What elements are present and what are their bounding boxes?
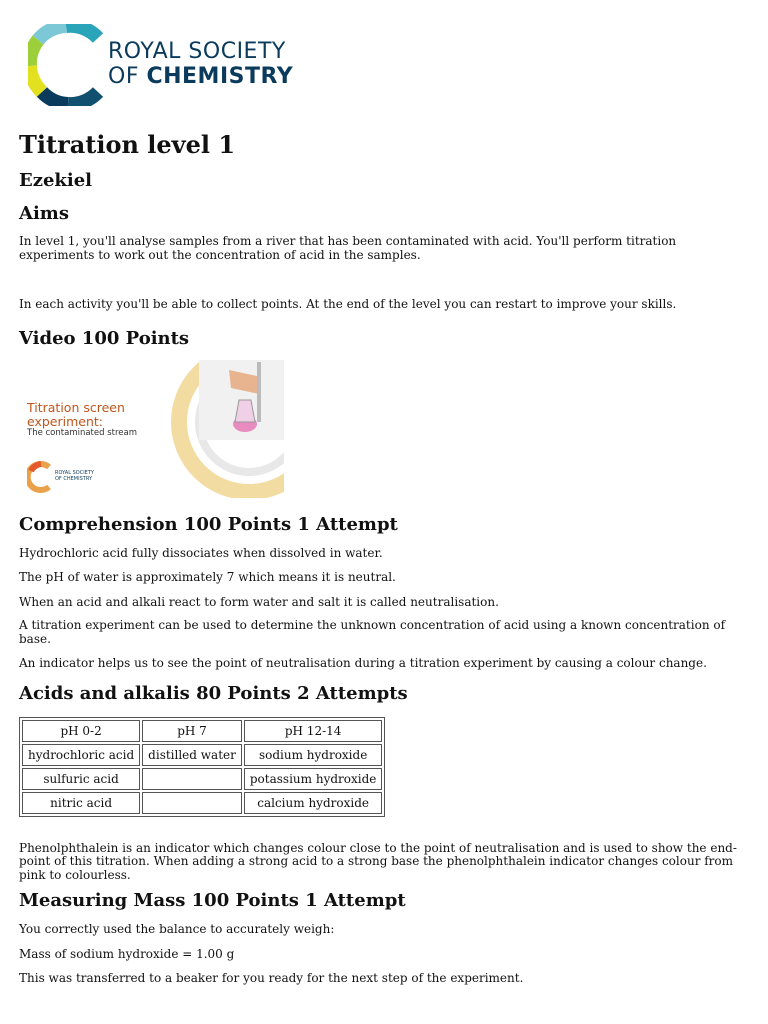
document-body	[19, 128, 749, 986]
logo-line2: OF CHEMISTRY	[108, 64, 294, 89]
aims-paragraph-2: In each activity you'll be able to collect points. At the end of the level you can restart to improve your skills.	[19, 297, 677, 311]
comprehension-statement: Hydrochloric acid fully dissociates when dissolved in water.	[19, 545, 383, 560]
student-name: Ezekiel	[19, 170, 92, 191]
table-header-row	[22, 720, 382, 742]
mass-heading: Measuring Mass 100 Points 1 Attempt	[19, 890, 406, 911]
table-cell: sodium hydroxide	[244, 744, 383, 766]
comprehension-statement: The pH of water is approximately 7 which means it is neutral.	[19, 570, 396, 584]
ph-classification-table	[19, 717, 385, 817]
table-cell	[142, 768, 242, 790]
table-row	[22, 792, 382, 814]
aims-paragraph-1: In level 1, you'll analyse samples from a river that has been contaminated with acid. You'll perform titration experiments to work out the concentration of acid in the samples.	[19, 234, 677, 262]
video-title-line2: experiment:	[27, 413, 104, 429]
table-cell: calcium hydroxide	[244, 792, 383, 814]
mass-paragraph-1: You correctly used the balance to accurately weigh:	[19, 922, 335, 936]
video-heading: Video 100 Points	[19, 327, 190, 349]
table-cell: potassium hydroxide	[244, 768, 383, 790]
table-row	[22, 744, 382, 766]
rsc-logo	[28, 24, 328, 106]
page-title: Titration level 1	[19, 130, 236, 159]
table-cell: distilled water	[142, 744, 242, 766]
video-logo-icon	[27, 461, 55, 493]
video-title-line1: Titration screen	[27, 399, 125, 415]
mass-paragraph-3: This was transferred to a beaker for you ready for the next step of the experiment.	[19, 971, 524, 985]
table-cell: sulfuric acid	[22, 768, 140, 790]
table-cell: nitric acid	[22, 792, 140, 814]
comprehension-statement: A titration experiment can be used to determine the unknown concentration of acid using a known concentration of base.	[19, 618, 726, 646]
table-header-cell: pH 0-2	[22, 720, 140, 742]
aims-heading: Aims	[19, 203, 69, 224]
comprehension-statement: An indicator helps us to see the point of neutralisation during a titration experiment by causing a colour change.	[19, 656, 707, 670]
table-cell: hydrochloric acid	[22, 744, 140, 766]
table-header-cell: pH 12-14	[244, 720, 383, 742]
indicator-paragraph: Phenolphthalein is an indicator which changes colour close to the point of neutralisation and is used to show the end-point of this titration. When adding a strong acid to a strong base the phenolphthalein indicator changes colour from pink to colourless.	[19, 840, 737, 882]
table-cell	[142, 792, 242, 814]
comprehension-statement: When an acid and alkali react to form water and salt it is called neutralisation.	[19, 594, 499, 609]
rsc-logo-icon	[28, 24, 104, 106]
mass-paragraph-2: Mass of sodium hydroxide = 1.00 g	[19, 946, 235, 961]
video-subtitle: The contaminated stream	[27, 427, 137, 438]
video-section	[19, 360, 749, 505]
logo-line1: ROYAL SOCIETY	[108, 39, 286, 64]
comprehension-heading: Comprehension 100 Points 1 Attempt	[19, 513, 398, 535]
table-header-cell: pH 7	[142, 720, 242, 742]
acids-heading: Acids and alkalis 80 Points 2 Attempts	[19, 682, 408, 704]
video-logo-text: ROYAL SOCIETY OF CHEMISTRY	[55, 469, 94, 482]
table-row	[22, 768, 382, 790]
video-thumbnail-image[interactable]	[19, 360, 284, 498]
